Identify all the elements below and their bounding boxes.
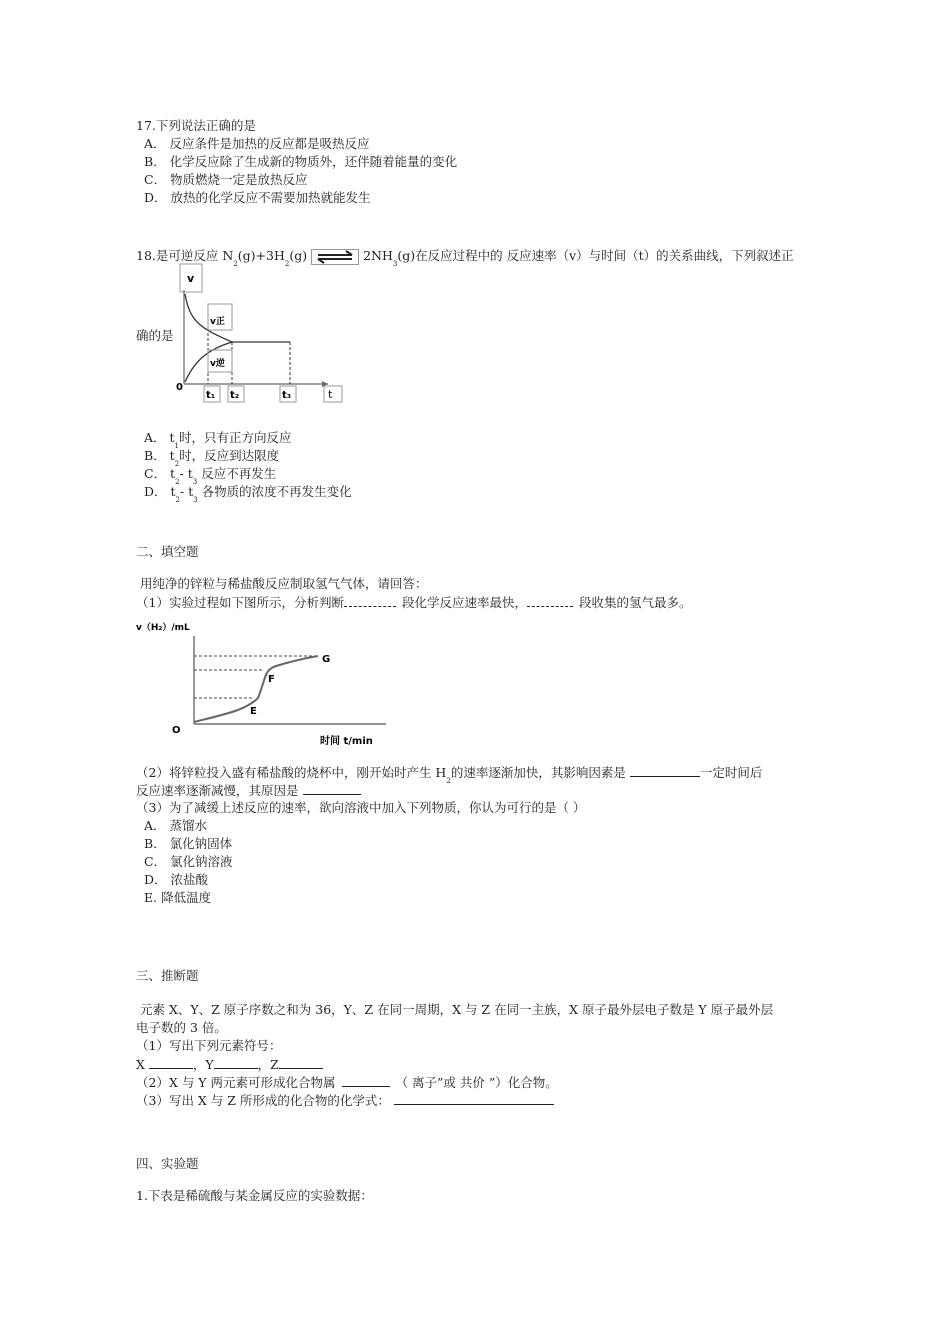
s2-q1-text-b: 段化学反应速率最快， [401, 595, 527, 610]
s2-question-1 [136, 594, 692, 611]
point-g-label: G [322, 654, 331, 665]
h2-graph-origin: O [172, 725, 181, 736]
answer-blank[interactable] [527, 594, 573, 607]
section-4-question-1: 1.下表是稀硫酸与某金属反应的实验数据： [136, 1188, 373, 1203]
option-mid: - t [180, 484, 194, 499]
answer-blank[interactable] [342, 1074, 390, 1087]
answer-blank[interactable] [630, 764, 700, 777]
s2-q1-text-a: （1）实验过程如下图所示，分析判断 [136, 595, 344, 610]
option-sub: 2 [175, 496, 180, 504]
s2-question-2-cont [136, 782, 361, 799]
section-3-title: 三、推断题 [136, 968, 199, 983]
q17-option-d: D． 放热的化学反应不需要加热就能发生 [144, 190, 371, 205]
s2-q2-text-a: （2）将锌粒投入盛有稀盐酸的烧杯中，刚开始时产生 H [136, 765, 447, 780]
option-text: 时，只有正方向反应 [179, 430, 292, 445]
point-e-label: E [250, 706, 257, 717]
option-sub: 2 [175, 478, 180, 486]
q17-stem: 17.下列说法正确的是 [136, 118, 256, 133]
s2-option-c: C． 氯化钠溶液 [144, 854, 233, 869]
answer-blank[interactable] [214, 1056, 258, 1069]
s3-question-2 [136, 1074, 558, 1091]
graph-y-label: v [187, 272, 195, 285]
s2-question-2 [136, 764, 762, 783]
option-text: 反应不再发生 [197, 466, 277, 481]
q18-stem-e: (g)在反应过程中的 反应速率（v）与时间（t）的关系曲线，下列叙述正 [397, 248, 794, 263]
s2-q2-text-b: 的速率逐渐加快，其影响因素是 [450, 765, 626, 780]
q17-option-b: B． 化学反应除了生成新的物质外，还伴随着能量的变化 [144, 154, 458, 169]
graph-origin: 0 [176, 382, 183, 393]
option-text: 各物质的浓度不再发生变化 [197, 484, 352, 499]
q18-sub: 2 [284, 260, 290, 268]
s2-option-a: A． 蒸馏水 [144, 818, 208, 833]
answer-blank[interactable] [279, 1056, 323, 1069]
answer-blank[interactable] [344, 594, 396, 607]
section-4-title: 四、实验题 [136, 1156, 199, 1171]
option-prefix: C． t [144, 466, 176, 481]
q18-option-c [144, 466, 276, 484]
q18-stem-a: 18.是可逆反应 N [136, 248, 234, 263]
s2-q2-text-d: 反应速率逐渐减慢，其原因是 [136, 783, 299, 798]
option-sub: 3 [192, 478, 198, 486]
section-3-intro-2: 电子数的 3 倍。 [136, 1020, 227, 1035]
s3-question-3 [136, 1092, 554, 1109]
h2-graph-y-label: v（H₂）/mL [136, 623, 190, 633]
option-prefix: D． t [144, 484, 176, 499]
s3-question-1: （1）写出下列元素符号： [136, 1038, 282, 1053]
hydrogen-volume-graph [136, 618, 396, 748]
s2-q1-text-c: 段收集的氢气最多。 [578, 595, 692, 610]
s2-q2-sub: 2 [446, 777, 451, 785]
q18-option-a [144, 430, 292, 448]
v-forward-label: v正 [210, 317, 225, 327]
q18-stem-c: (g) [289, 248, 308, 263]
x-label: X [136, 1057, 145, 1072]
option-sub: 2 [174, 460, 180, 468]
q18-sub: 2 [233, 260, 238, 268]
option-text: 时，反应到达限度 [179, 448, 280, 463]
v-reverse-label: v逆 [210, 359, 225, 369]
z-label: ，Z [257, 1057, 279, 1072]
q17-option-a: A． 反应条件是加热的反应都是吸热反应 [144, 136, 370, 151]
answer-blank[interactable] [149, 1056, 193, 1069]
answer-blank[interactable] [303, 782, 361, 795]
option-mid: - t [179, 466, 193, 481]
option-prefix: B． t [144, 448, 175, 463]
q17-option-c: C． 物质燃烧一定是放热反应 [144, 172, 308, 187]
point-f-label: F [268, 674, 275, 685]
q18-option-b [144, 448, 279, 466]
rate-time-graph [172, 262, 352, 412]
s3-q3-text: （3）写出 X 与 Z 所形成的化合物的化学式： [136, 1093, 390, 1108]
q18-stem-b: (g)+3H [237, 248, 285, 263]
s2-option-b: B． 氯化钠固体 [144, 836, 233, 851]
t2-label: t₂ [230, 390, 240, 401]
s3-q2-text-b: （ 离子”或 共价 ”）化合物。 [395, 1075, 558, 1090]
q18-stem-continued: 确的是 [136, 328, 174, 343]
s2-option-d: D． 浓盐酸 [144, 872, 208, 887]
s2-q2-text-c: 一定时间后 [699, 765, 763, 780]
s3-element-symbols [136, 1056, 323, 1073]
t3-label: t₃ [282, 390, 292, 401]
option-sub: 3 [193, 496, 198, 504]
h2-graph-x-label: 时间 t/min [320, 736, 373, 747]
q18-stem-d: 2NH [363, 248, 393, 263]
s2-question-3: （3）为了减缓上述反应的速率，欲向溶液中加入下列物质，你认为可行的是（ ） [136, 800, 586, 815]
q18-sub: 3 [392, 260, 398, 268]
q18-option-d [144, 484, 352, 502]
y-label: ，Y [192, 1057, 214, 1072]
s3-q2-text-a: （2）X 与 Y 两元素可形成化合物属 [136, 1075, 336, 1090]
s2-option-e: E. 降低温度 [144, 890, 212, 905]
option-prefix: A． t [144, 430, 175, 445]
t1-label: t₁ [206, 390, 216, 401]
graph-x-label: t [328, 388, 333, 401]
option-sub: 1 [174, 442, 179, 450]
section-2-intro: 用纯净的锌粒与稀盐酸反应制取氢气气体，请回答： [140, 576, 428, 591]
section-3-intro-1: 元素 X、Y、Z 原子序数之和为 36，Y、Z 在同一周期，X 与 Z 在同一主族，X 原子最外层电子数是 Y 原子最外层 [140, 1002, 774, 1017]
section-2-title: 二、填空题 [136, 544, 199, 559]
answer-blank[interactable] [394, 1092, 554, 1105]
